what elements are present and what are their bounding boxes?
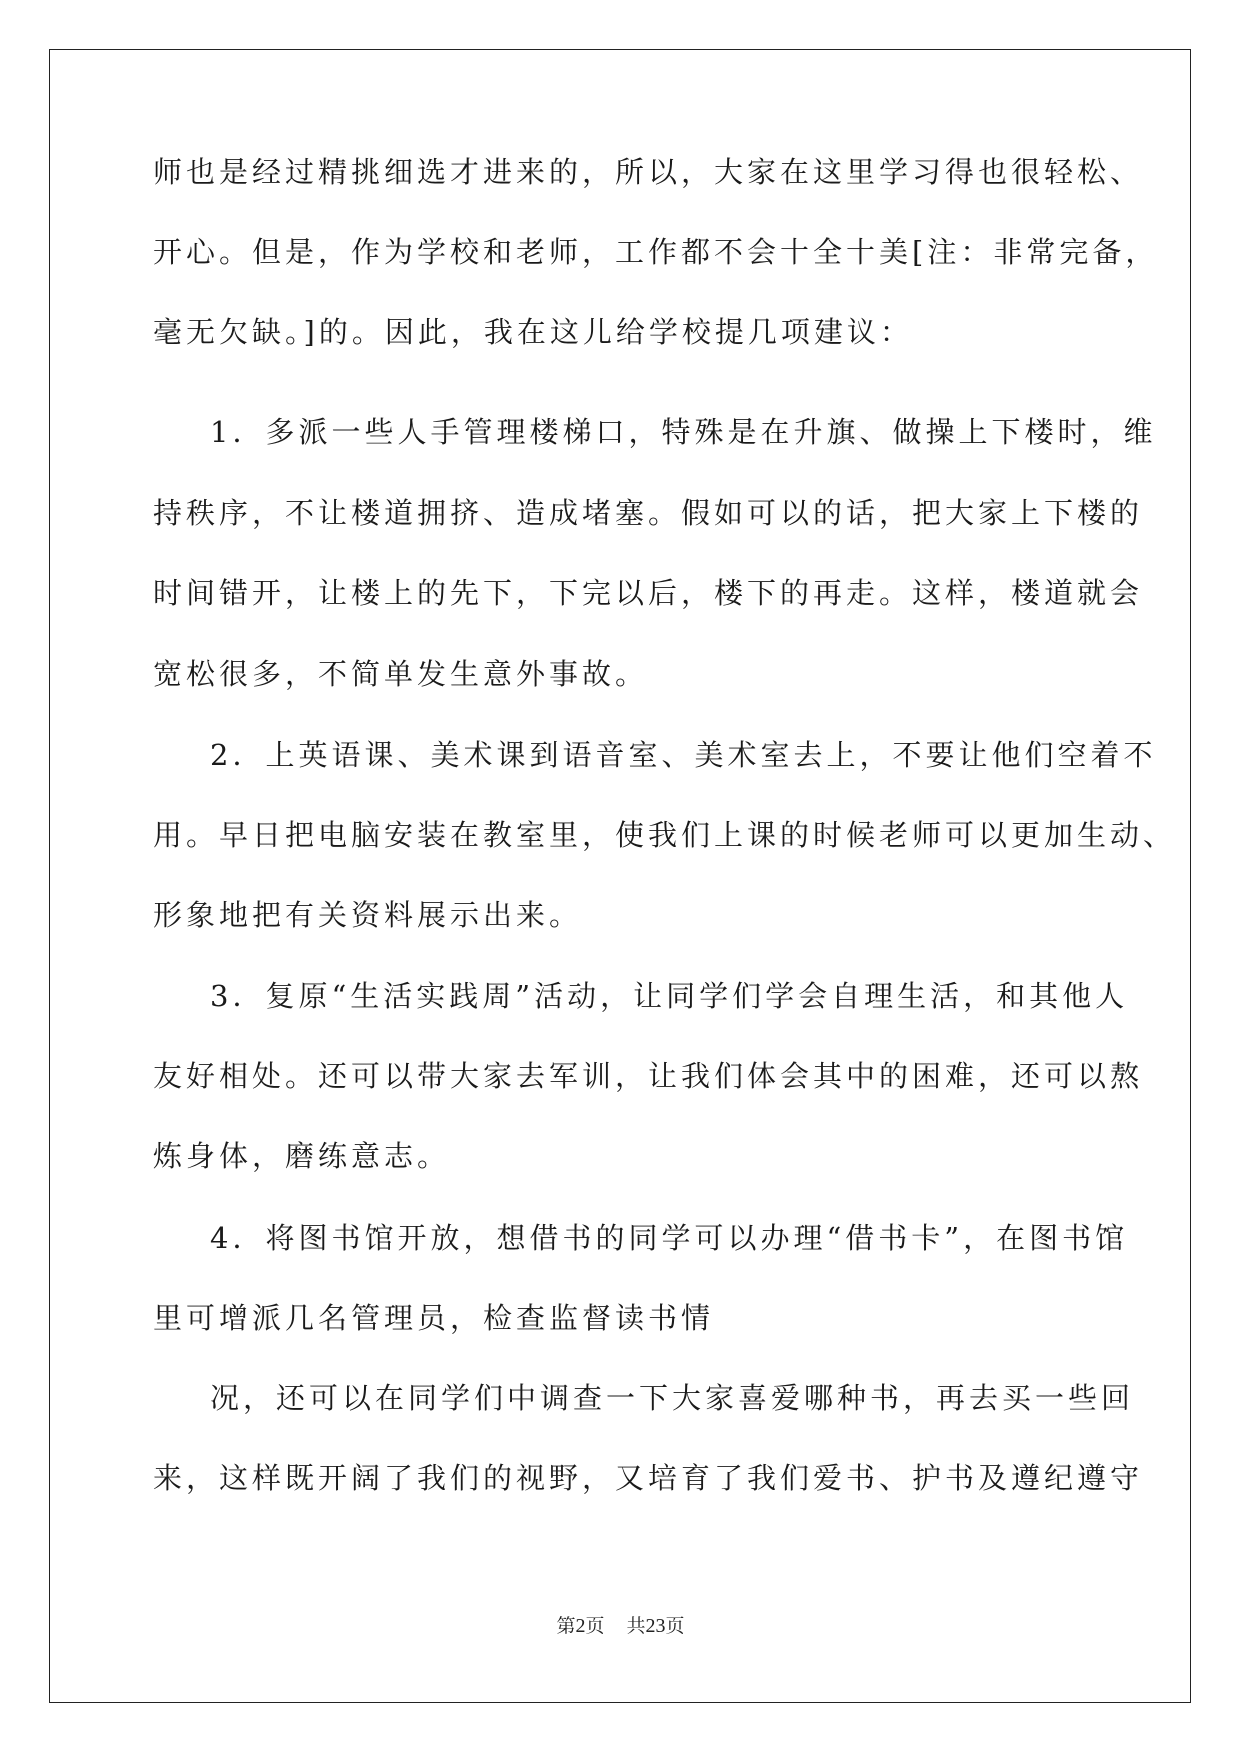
page-prefix: 第 xyxy=(556,1615,576,1637)
total-pages: 23 xyxy=(645,1615,666,1637)
text-line: 开心。但是，作为学校和老师，工作都不会十全十美[注：非常完备， xyxy=(153,235,1159,269)
total-suffix: 页 xyxy=(665,1615,685,1637)
text-line: 友好相处。还可以带大家去军训，让我们体会其中的困难，还可以熬 xyxy=(153,1059,1144,1093)
page-border xyxy=(49,49,1191,1703)
text-line: 况，还可以在同学们中调查一下大家喜爱哪种书，再去买一些回 xyxy=(210,1381,1135,1415)
text-line: 形象地把有关资料展示出来。 xyxy=(153,898,583,932)
text-line: 来，这样既开阔了我们的视野，又培育了我们爱书、护书及遵纪遵守 xyxy=(153,1461,1144,1495)
text-line: 4．将图书馆开放，想借书的同学可以办理“借书卡”，在图书馆 xyxy=(210,1221,1129,1255)
text-line: 师也是经过精挑细选才进来的，所以，大家在这里学习得也很轻松、 xyxy=(153,155,1144,189)
text-line: 炼身体，磨练意志。 xyxy=(153,1139,451,1173)
page-footer xyxy=(0,1614,1241,1638)
text-line: 3．复原“生活实践周”活动，让同学们学会自理生活，和其他人 xyxy=(210,979,1129,1013)
text-line: 时间错开，让楼上的先下，下完以后，楼下的再走。这样，楼道就会 xyxy=(153,576,1144,610)
text-line: 宽松很多，不简单发生意外事故。 xyxy=(153,657,649,691)
text-line: 持秩序，不让楼道拥挤、造成堵塞。假如可以的话，把大家上下楼的 xyxy=(153,496,1144,530)
text-line: 2．上英语课、美术课到语音室、美术室去上，不要让他们空着不 xyxy=(210,738,1157,772)
text-line: 里可增派几名管理员，检查监督读书情 xyxy=(153,1301,715,1335)
text-line: 1．多派一些人手管理楼梯口，特殊是在升旗、做操上下楼时，维 xyxy=(210,415,1157,449)
text-line: 毫无欠缺。]的。因此，我在这儿给学校提几项建议： xyxy=(153,315,913,349)
page-number: 2 xyxy=(575,1615,586,1637)
text-line: 用。早日把电脑安装在教室里，使我们上课的时候老师可以更加生动、 xyxy=(153,818,1177,852)
page-suffix: 页 xyxy=(585,1615,605,1637)
total-prefix: 共 xyxy=(626,1615,646,1637)
